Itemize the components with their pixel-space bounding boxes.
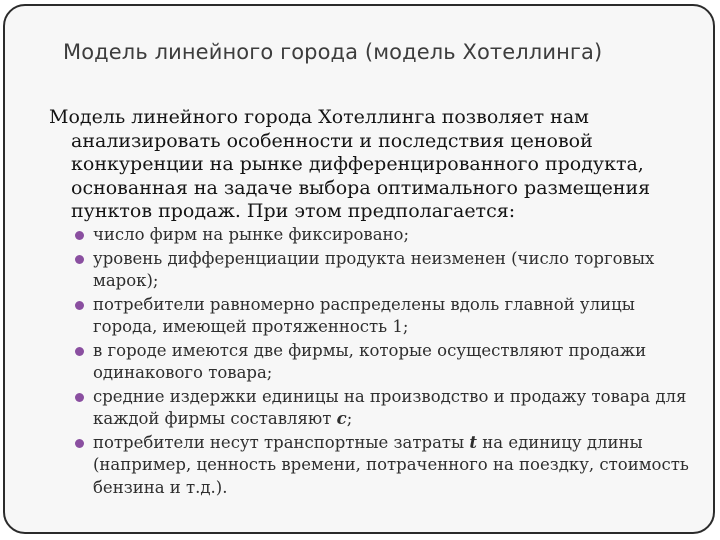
list-item bbox=[75, 386, 695, 431]
slide-frame bbox=[3, 4, 715, 534]
list-item bbox=[75, 340, 695, 385]
bullet-marker-icon bbox=[75, 255, 84, 264]
list-item bbox=[75, 224, 695, 247]
list-item-text-end: ; bbox=[346, 409, 353, 428]
bullet-marker-icon bbox=[75, 393, 84, 402]
slide-title: Модель линейного города (модель Хотеллинга) bbox=[63, 40, 603, 64]
assumptions-list bbox=[75, 224, 695, 500]
bullet-marker-icon bbox=[75, 231, 84, 240]
list-item-text: потребители равномерно распределены вдоль главной улицы города, имеющей протяженность 1; bbox=[93, 294, 635, 336]
list-item-text: средние издержки единицы на производство и продажу товара для каждой фирмы составляют bbox=[93, 386, 687, 428]
list-item bbox=[75, 294, 695, 339]
bullet-marker-icon bbox=[75, 347, 84, 356]
list-item bbox=[75, 248, 695, 293]
bullet-marker-icon bbox=[75, 301, 84, 310]
list-item-text: потребители несут транспортные затраты bbox=[93, 432, 470, 452]
list-item-text-end: на единицу длины (например, ценность времени, потраченного на поездку, стоимость бензина и т.д.). bbox=[93, 432, 689, 497]
bullet-marker-icon bbox=[75, 439, 84, 448]
intro-paragraph: Модель линейного города Хотеллинга позволяет нам анализировать особенности и последствия ценовой конкуренции на рынке дифференцированного продукта, основанная на задаче выбора оптимального размещения пунктов продаж. При этом предполагается: bbox=[49, 106, 651, 222]
cost-variable: с bbox=[336, 409, 347, 428]
list-item bbox=[75, 432, 695, 500]
list-item-text: в городе имеются две фирмы, которые осуществляют продажи одинакового товара; bbox=[93, 340, 647, 382]
list-item-text: уровень дифференциации продукта неизменен (число торговых марок); bbox=[93, 248, 655, 290]
transport-cost-variable: t bbox=[469, 432, 478, 452]
list-item-text: число фирм на рынке фиксировано; bbox=[93, 225, 410, 244]
